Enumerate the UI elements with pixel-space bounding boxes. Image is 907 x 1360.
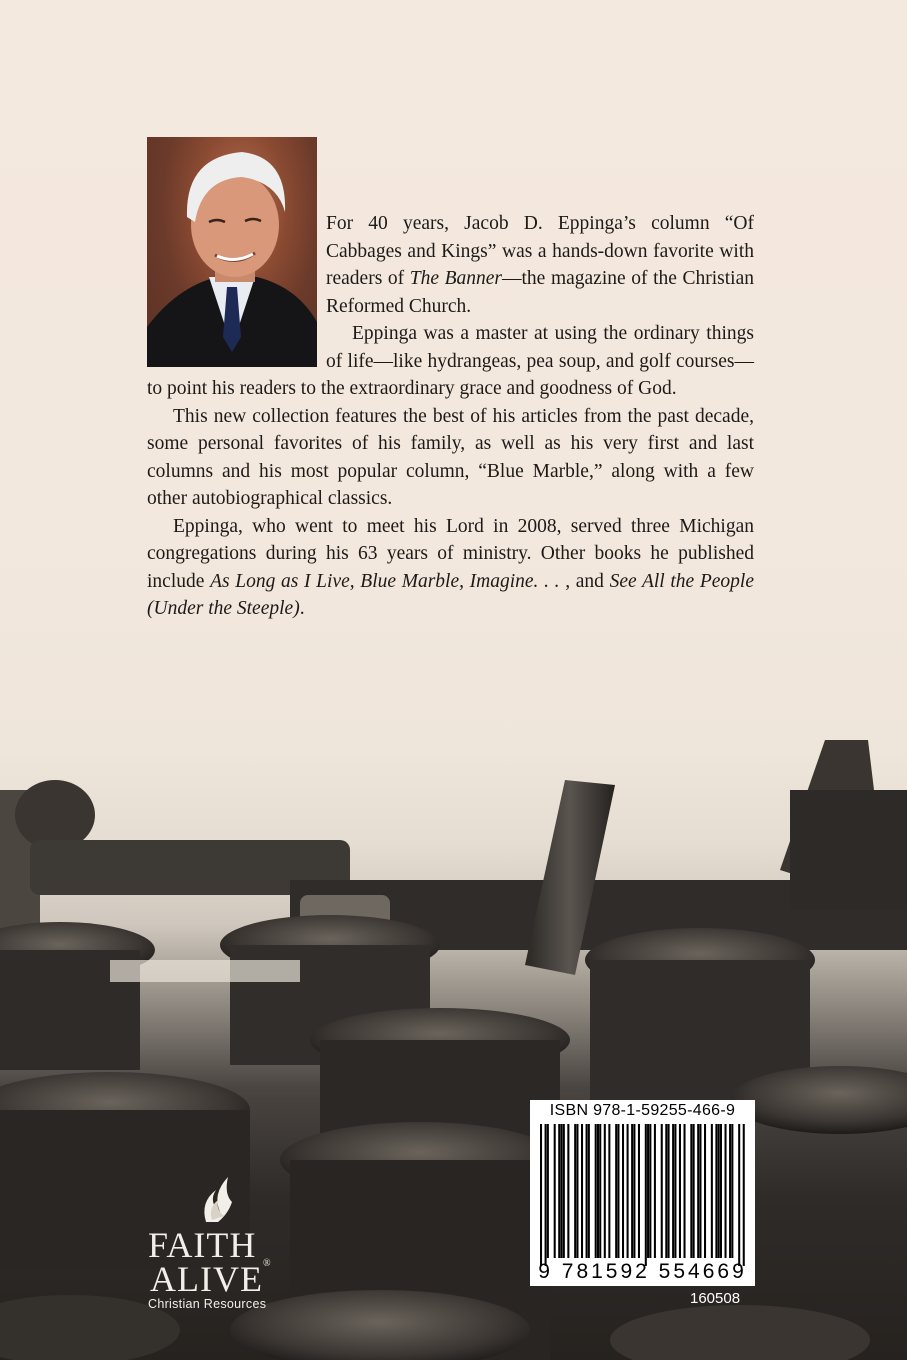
logo-tagline: Christian Resources xyxy=(148,1297,267,1311)
barcode-bar xyxy=(661,1124,663,1258)
barcode-bar xyxy=(684,1124,686,1258)
barcode-bar xyxy=(704,1124,706,1258)
barcode-bar xyxy=(558,1124,560,1258)
barcode-bar xyxy=(743,1124,745,1266)
barcode-bar xyxy=(729,1124,731,1258)
barcode-bar xyxy=(604,1124,606,1258)
isbn-label: ISBN 978-1-59255-466-9 xyxy=(549,1102,736,1119)
barcode-bar xyxy=(718,1124,720,1258)
isbn-barcode-box xyxy=(530,1100,755,1286)
barcode-bar xyxy=(574,1124,576,1258)
barcode-bar xyxy=(599,1124,601,1258)
text-run: . xyxy=(299,598,305,619)
barcode-bar xyxy=(738,1124,740,1266)
barcode-bar xyxy=(540,1124,542,1266)
barcode-bar xyxy=(608,1124,610,1258)
text-run: Eppinga was a master at using the ordinary things of life—like hydrangeas, pea soup, and golf courses—to point his readers to the extraordinary grace and goodness of God. xyxy=(147,323,754,399)
back-cover-blurb xyxy=(147,210,754,623)
blurb-paragraph xyxy=(147,513,754,623)
text-run: —the magazine of the Christian Reformed Church. xyxy=(326,268,755,317)
barcode-bar xyxy=(563,1124,565,1258)
barcode-bar xyxy=(679,1124,681,1258)
barcode-image xyxy=(540,1124,745,1266)
italic-title: As Long as I Live, Blue Marble, Imagine. . . , xyxy=(210,570,571,592)
barcode-bar xyxy=(720,1124,722,1258)
barcode-bar xyxy=(699,1124,701,1258)
barcode-bar xyxy=(665,1124,667,1258)
barcode-bar xyxy=(567,1124,569,1258)
barcode-bar xyxy=(631,1124,633,1258)
barcode-bar xyxy=(654,1124,656,1258)
barcode-bar xyxy=(561,1124,563,1258)
barcode-bar xyxy=(597,1124,599,1258)
barcode-bar xyxy=(690,1124,692,1258)
barcode-bar xyxy=(545,1124,547,1266)
barcode-bar xyxy=(617,1124,619,1258)
barcode-bar xyxy=(731,1124,733,1258)
barcode-bar xyxy=(638,1124,640,1258)
barcode-bar xyxy=(633,1124,635,1258)
barcode-bar xyxy=(711,1124,713,1258)
text-run: and xyxy=(570,570,610,592)
barcode-bar xyxy=(586,1124,588,1258)
barcode-bar xyxy=(627,1124,629,1258)
barcode-bar xyxy=(715,1124,717,1258)
barcode-bar xyxy=(581,1124,583,1258)
barcode-bar xyxy=(672,1124,674,1258)
barcode-bar xyxy=(674,1124,676,1258)
barcode-bar xyxy=(622,1124,624,1258)
barcode-bar xyxy=(547,1124,549,1258)
barcode-bar xyxy=(693,1124,695,1258)
barcode-bar xyxy=(647,1124,649,1258)
blurb-paragraph xyxy=(147,403,754,513)
registered-mark: ® xyxy=(262,1258,272,1269)
italic-title: The Banner xyxy=(409,268,503,289)
barcode-bar xyxy=(588,1124,590,1258)
portrait-wrap-spacer xyxy=(147,210,326,367)
barcode-bar xyxy=(554,1124,556,1258)
barcode-bar xyxy=(645,1124,647,1266)
italic-title: See All the People (Under the Steeple) xyxy=(147,570,755,619)
text-run: Eppinga, who went to meet his Lord in 2008, served three Michigan congregations during his 63 years of ministry. Other books he published include xyxy=(147,515,754,592)
barcode-bar xyxy=(668,1124,670,1258)
price-code: 160508 xyxy=(690,1290,741,1307)
logo-line-faith: FAITH xyxy=(148,1225,257,1265)
barcode-bar xyxy=(725,1124,727,1258)
text-run: For 40 years, Jacob D. Eppinga’s column “Of Cabbages and Kings” was a hands-down favorite with readers of xyxy=(326,213,754,289)
barcode-bar xyxy=(615,1124,617,1258)
barcode-bar xyxy=(576,1124,578,1258)
barcode-bar xyxy=(595,1124,597,1258)
publisher-logo xyxy=(148,1172,283,1312)
text-run: This new collection features the best of his articles from the past decade, some personal favorites of his family, as well as his very first and last columns and his most popular column, “Blue Marble,” along with a few other autobiographical classics. xyxy=(147,405,754,509)
logo-line-alive: ALIVE® xyxy=(150,1258,272,1299)
isbn-digits: 9 781592 554669 xyxy=(538,1260,747,1283)
barcode-bar xyxy=(697,1124,699,1258)
barcode-bar xyxy=(649,1124,651,1258)
flame-icon xyxy=(198,1172,238,1227)
